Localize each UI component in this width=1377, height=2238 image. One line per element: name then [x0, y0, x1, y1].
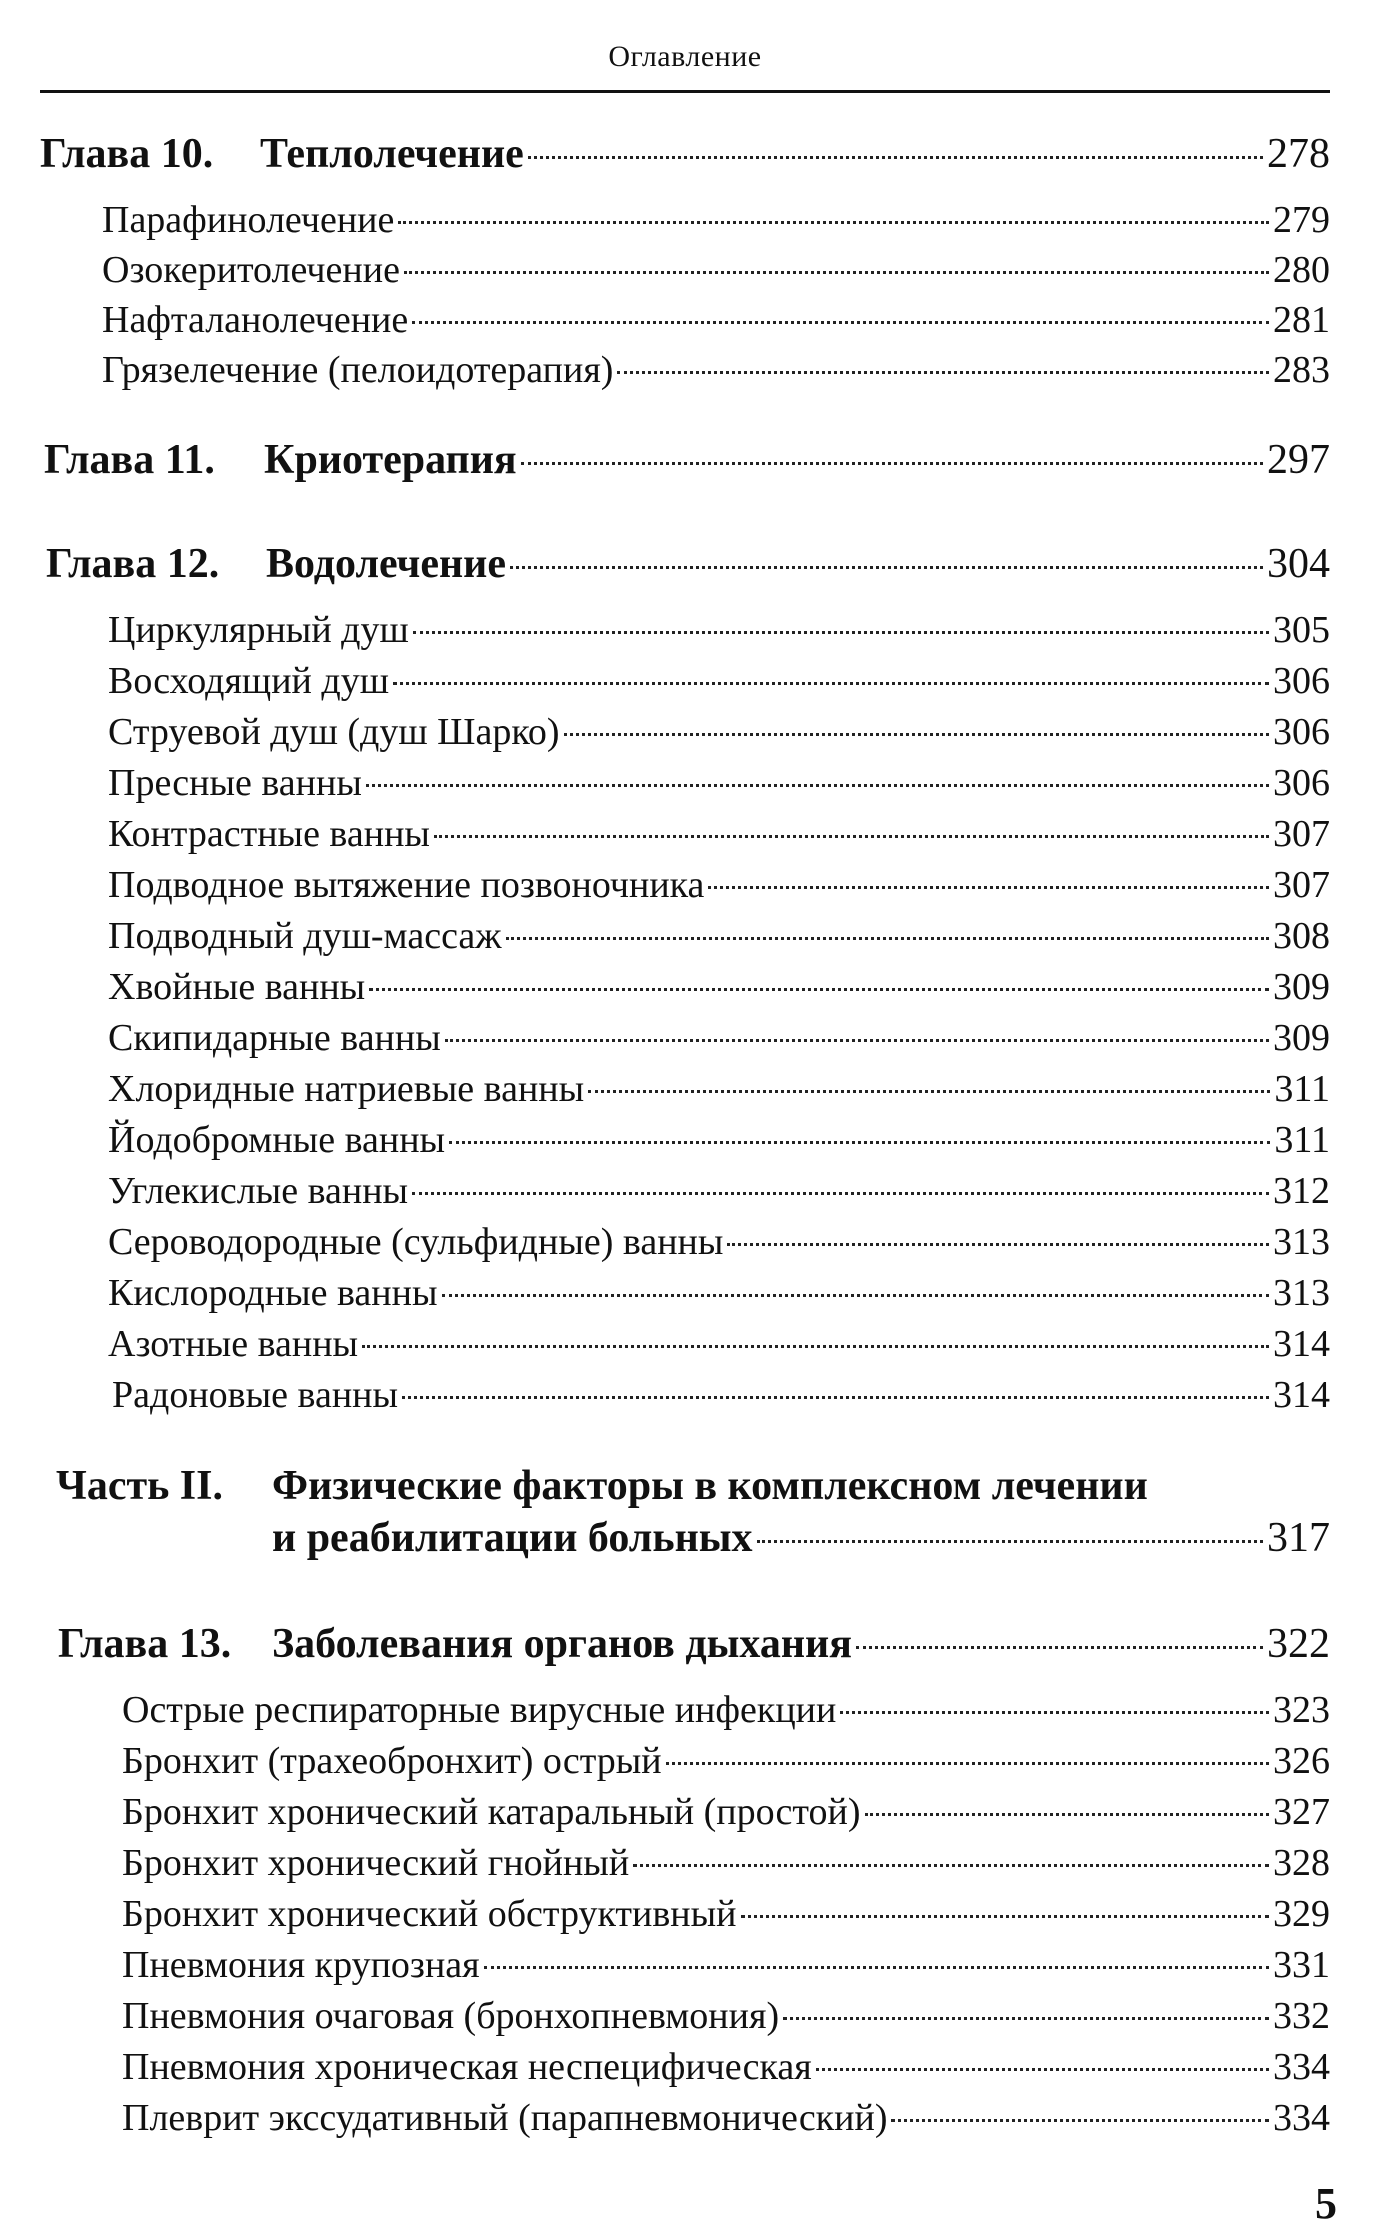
- dot-leader: [727, 1243, 1269, 1246]
- entry-title: Скипидарные ванны: [108, 1017, 441, 1059]
- page-number: 327: [1273, 1791, 1330, 1833]
- page-number: 322: [1267, 1621, 1330, 1667]
- toc-part-2[interactable]: [56, 1462, 1330, 1572]
- page-number: 307: [1273, 864, 1330, 906]
- toc-entry[interactable]: [102, 248, 1330, 292]
- page-number: 314: [1273, 1323, 1330, 1365]
- entry-title: Нафталанолечение: [102, 299, 409, 341]
- toc-entry[interactable]: [122, 2096, 1330, 2140]
- dot-leader: [521, 462, 1263, 465]
- toc-entry[interactable]: [108, 608, 1330, 652]
- dot-leader: [404, 271, 1269, 274]
- page-number: 314: [1273, 1374, 1330, 1416]
- dot-leader: [617, 371, 1269, 374]
- entry-title: Струевой душ (душ Шарко): [108, 711, 560, 753]
- toc-entry[interactable]: [122, 1739, 1330, 1783]
- part-title-line1: Физические факторы в комплексном лечении: [272, 1463, 1148, 1509]
- dot-leader: [449, 1141, 1270, 1144]
- toc-entry[interactable]: [102, 198, 1330, 242]
- page-number: 304: [1267, 541, 1330, 587]
- toc-entry[interactable]: [122, 1892, 1330, 1936]
- entry-title: Углекислые ванны: [108, 1170, 409, 1212]
- entry-title: Сероводородные (сульфидные) ванны: [108, 1221, 724, 1263]
- chapter-title: Водолечение: [266, 541, 507, 587]
- page-number: 326: [1273, 1740, 1330, 1782]
- dot-leader: [783, 2017, 1269, 2020]
- entry-title: Циркулярный душ: [108, 609, 409, 651]
- page-number: 279: [1273, 199, 1330, 241]
- page-number: 311: [1274, 1068, 1330, 1110]
- dot-leader: [865, 1813, 1270, 1816]
- entry-title: Пресные ванны: [108, 762, 362, 804]
- entry-title: Подводное вытяжение позвоночника: [108, 864, 705, 906]
- dot-leader: [856, 1646, 1263, 1649]
- page-number: 309: [1273, 1017, 1330, 1059]
- toc-entry[interactable]: [122, 1688, 1330, 1732]
- chapter-label: Глава 13.: [58, 1621, 232, 1667]
- toc-entry[interactable]: [122, 1994, 1330, 2038]
- dot-leader: [741, 1915, 1269, 1918]
- page-number: 278: [1267, 131, 1330, 177]
- dot-leader: [816, 2068, 1269, 2071]
- chapter-label: Глава 10.: [40, 131, 214, 177]
- running-header: Оглавление: [608, 40, 762, 73]
- entry-title: Бронхит хронический катаральный (простой): [122, 1791, 861, 1833]
- part-title-line2: и реабилитации больных: [272, 1515, 753, 1561]
- dot-leader: [757, 1540, 1263, 1543]
- entry-title: Пневмония очаговая (бронхопневмония): [122, 1995, 780, 2037]
- toc-entry[interactable]: [108, 914, 1330, 958]
- page-number: 313: [1273, 1221, 1330, 1263]
- page-number: 334: [1273, 2097, 1330, 2139]
- toc-chapter-10[interactable]: [40, 130, 1330, 178]
- entry-title: Грязелечение (пелоидотерапия): [102, 349, 614, 391]
- dot-leader: [445, 1039, 1269, 1042]
- dot-leader: [484, 1966, 1269, 1969]
- toc-entry[interactable]: [108, 1169, 1330, 1213]
- entry-title: Азотные ванны: [108, 1323, 359, 1365]
- page-folio: 5: [1315, 2179, 1337, 2228]
- page-number: 283: [1273, 349, 1330, 391]
- dot-leader: [588, 1090, 1270, 1093]
- entry-title: Хлоридные натриевые ванны: [108, 1068, 585, 1110]
- page-number: 306: [1273, 762, 1330, 804]
- toc-entry[interactable]: [108, 1118, 1330, 1162]
- toc-entry[interactable]: [108, 965, 1330, 1009]
- entry-title: Пневмония хроническая неспецифическая: [122, 2046, 812, 2088]
- toc-entry[interactable]: [108, 1271, 1330, 1315]
- toc-entry[interactable]: [108, 710, 1330, 754]
- entry-title: Подводный душ-массаж: [108, 915, 502, 957]
- dot-leader: [510, 566, 1263, 569]
- toc-entry[interactable]: [108, 761, 1330, 805]
- chapter-label: Глава 12.: [46, 541, 220, 587]
- chapter-label: Глава 11.: [44, 437, 215, 483]
- dot-leader: [412, 321, 1269, 324]
- page-number: 281: [1273, 299, 1330, 341]
- dot-leader: [840, 1711, 1269, 1714]
- page-number: 280: [1273, 249, 1330, 291]
- dot-leader: [666, 1762, 1269, 1765]
- toc-entry[interactable]: [122, 1943, 1330, 1987]
- page-number: 306: [1273, 711, 1330, 753]
- dot-leader: [708, 886, 1269, 889]
- page-number: 334: [1273, 2046, 1330, 2088]
- entry-title: Йодобромные ванны: [108, 1119, 446, 1161]
- entry-title: Хвойные ванны: [108, 966, 366, 1008]
- entry-title: Пневмония крупозная: [122, 1944, 480, 1986]
- page-number: 332: [1273, 1995, 1330, 2037]
- chapter-title: Заболевания органов дыхания: [272, 1621, 852, 1667]
- entry-title: Плеврит экссудативный (парапневмонический): [122, 2097, 888, 2139]
- dot-leader: [393, 682, 1269, 685]
- toc-entry[interactable]: [108, 863, 1330, 907]
- dot-leader: [369, 988, 1269, 991]
- toc-chapter-11[interactable]: [44, 436, 1330, 484]
- toc-entry[interactable]: [122, 1841, 1330, 1885]
- entry-title: Контрастные ванны: [108, 813, 430, 855]
- dot-leader: [413, 631, 1269, 634]
- chapter-title: Криотерапия: [264, 437, 517, 483]
- dot-leader: [398, 221, 1269, 224]
- chapter-title: Теплолечение: [260, 131, 524, 177]
- page-number: 329: [1273, 1893, 1330, 1935]
- dot-leader: [402, 1396, 1269, 1399]
- dot-leader: [891, 2119, 1269, 2122]
- entry-title: Острые респираторные вирусные инфекции: [122, 1689, 837, 1731]
- page-number: 328: [1273, 1842, 1330, 1884]
- toc-entry[interactable]: [112, 1373, 1330, 1417]
- dot-leader: [564, 733, 1269, 736]
- toc-entry[interactable]: [108, 1016, 1330, 1060]
- page-number: 306: [1273, 660, 1330, 702]
- toc-entry[interactable]: [108, 812, 1330, 856]
- entry-title: Парафинолечение: [102, 199, 395, 241]
- toc-entry[interactable]: [102, 348, 1330, 392]
- entry-title: Бронхит хронический обструктивный: [122, 1893, 737, 1935]
- toc-chapter-12[interactable]: [46, 540, 1330, 588]
- toc-entry[interactable]: [108, 1067, 1330, 1111]
- entry-title: Радоновые ванны: [112, 1374, 399, 1416]
- dot-leader: [366, 784, 1269, 787]
- page-number: 317: [1267, 1515, 1330, 1561]
- page-number: 308: [1273, 915, 1330, 957]
- entry-title: Кислородные ванны: [108, 1272, 438, 1314]
- toc-entry[interactable]: [108, 659, 1330, 703]
- page-number: 313: [1273, 1272, 1330, 1314]
- dot-leader: [434, 835, 1269, 838]
- page-number: 305: [1273, 609, 1330, 651]
- dot-leader: [362, 1345, 1269, 1348]
- entry-title: Бронхит (трахеобронхит) острый: [122, 1740, 662, 1782]
- header-rule: [40, 90, 1330, 93]
- page-number: 312: [1273, 1170, 1330, 1212]
- page-number: 297: [1267, 437, 1330, 483]
- toc-chapter-13[interactable]: [58, 1620, 1330, 1668]
- entry-title: Озокеритолечение: [102, 249, 400, 291]
- page-number: 323: [1273, 1689, 1330, 1731]
- dot-leader: [412, 1192, 1269, 1195]
- dot-leader: [506, 937, 1269, 940]
- toc-entry[interactable]: [122, 2045, 1330, 2089]
- page-number: 309: [1273, 966, 1330, 1008]
- dot-leader: [633, 1864, 1269, 1867]
- entry-title: Восходящий душ: [108, 660, 389, 702]
- page-number: 307: [1273, 813, 1330, 855]
- page-number: 331: [1273, 1944, 1330, 1986]
- part-label: Часть II.: [56, 1463, 223, 1509]
- toc-entry[interactable]: [122, 1790, 1330, 1834]
- dot-leader: [442, 1294, 1270, 1297]
- toc-entry[interactable]: [108, 1322, 1330, 1366]
- entry-title: Бронхит хронический гнойный: [122, 1842, 630, 1884]
- toc-entry[interactable]: [102, 298, 1330, 342]
- page-number: 311: [1274, 1119, 1330, 1161]
- dot-leader: [528, 156, 1263, 159]
- toc-entry[interactable]: [108, 1220, 1330, 1264]
